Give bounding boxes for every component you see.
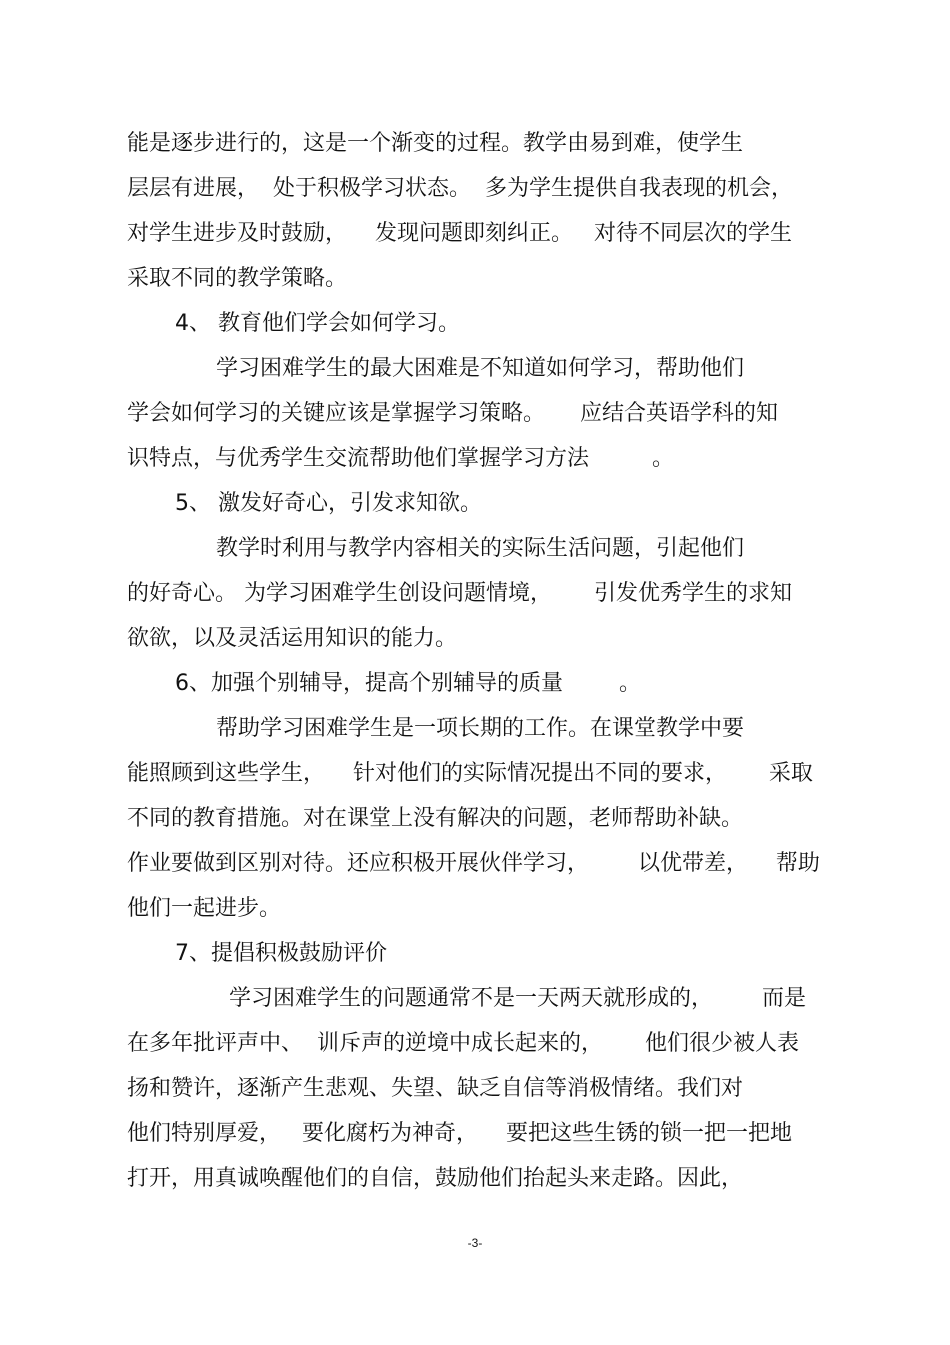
text-line-3: 对学生进步及时鼓励， 发现问题即刻纠正。 对待不同层次的学生 [127,221,792,246]
text-line-20: 学习困难学生的问题通常不是一天两天就形成的， 而是 [229,986,806,1011]
text-line-8: 识特点，与优秀学生交流帮助他们掌握学习方法 。 [127,446,674,471]
text-line-12: 欲欲，以及灵活运用知识的能力。 [127,626,458,651]
text-line-22: 扬和赞许，逐渐产生悲观、失望、缺乏自信等消极情绪。我们对 [127,1076,744,1101]
text-line-7: 学会如何学习的关键应该是掌握学习策略。 应结合英语学科的知 [127,401,778,426]
text-line-11: 的好奇心。 为学习困难学生创设问题情境， 引发优秀学生的求知 [127,581,792,606]
text-line-24: 打开，用真诚唤醒他们的自信，鼓励他们抬起头来走路。因此， [127,1166,744,1191]
page-number: -3- [467,1236,483,1250]
text-line-2: 层层有进展， 处于积极学习状态。 多为学生提供自我表现的机会， [127,176,793,201]
heading-item-7: 7、提倡积极鼓励评价 [175,941,387,966]
text-line-6: 学习困难学生的最大困难是不知道如何学习，帮助他们 [216,356,745,381]
text-line-16: 不同的教育措施。对在课堂上没有解决的问题，老师帮助补缺。 [127,806,744,831]
text-line-1: 能是逐步进行的，这是一个渐变的过程。教学由易到难，使学生 [127,131,744,156]
text-line-10: 教学时利用与教学内容相关的实际生活问题，引起他们 [216,536,745,561]
heading-item-4: 4、 教育他们学会如何学习。 [175,311,460,336]
text-line-17: 作业要做到区别对待。还应积极开展伙伴学习， 以优带差， 帮助 [127,851,820,876]
text-line-23: 他们特别厚爱， 要化腐朽为神奇， 要把这些生锈的锁一把一把地 [127,1121,792,1146]
heading-item-6: 6、加强个别辅导，提高个别辅导的质量 。 [175,671,641,696]
text-line-18: 他们一起进步。 [127,896,282,921]
text-line-21: 在多年批评声中、 训斥声的逆境中成长起来的， 他们很少被人表 [127,1031,799,1056]
heading-item-5: 5、 激发好奇心，引发求知欲。 [175,491,482,516]
text-line-4: 采取不同的教学策略。 [127,266,348,291]
text-line-15: 能照顾到这些学生， 针对他们的实际情况提出不同的要求， 采取 [127,761,813,786]
text-line-14: 帮助学习困难学生是一项长期的工作。在课堂教学中要 [216,716,745,741]
